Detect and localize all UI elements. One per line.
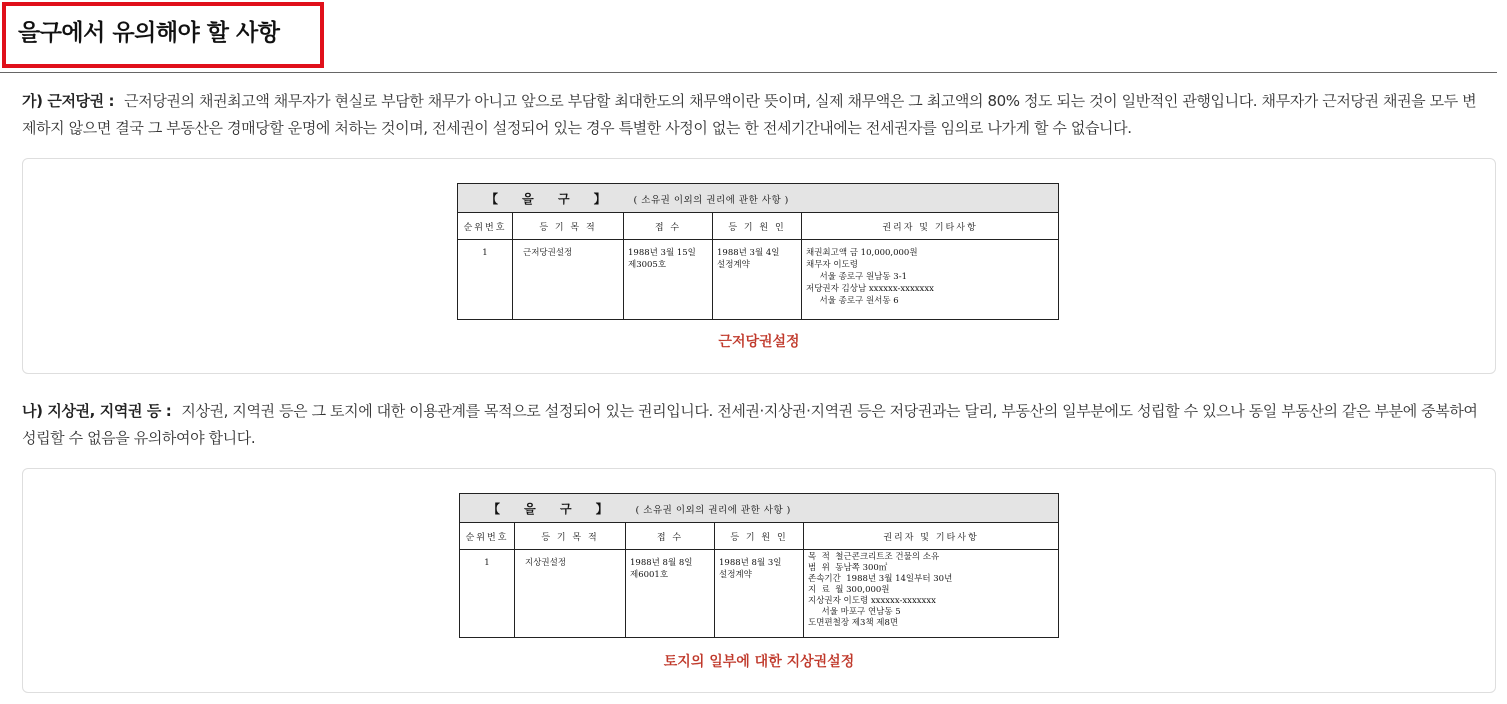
cell-details: 목 적 철근콘크리트조 건물의 소유 범 위 동남쪽 300㎡ 존속기간 1988년 3월 14일부터 30년 지 료 월 300,000원 지상권자 이도령 xxxxxx-xxxxxxx 서울 마포구 연남동 5 도면편철장 제3책 제8면 — [808, 552, 953, 628]
col-rank: 순위번호 — [458, 213, 513, 240]
cell-rank: 1 — [482, 248, 488, 258]
table-header-sub: ( 소유권 이외의 권리에 관한 사항 ) — [633, 194, 789, 206]
col-purpose: 등 기 목 적 — [515, 523, 626, 550]
table-header-main: 【 을 구 】 — [486, 191, 616, 206]
table-row — [458, 240, 1059, 320]
registry-table — [457, 183, 1059, 320]
table-header — [458, 184, 1059, 213]
cell-receipt: 1988년 3월 15일 제3005호 — [628, 248, 696, 270]
col-purpose: 등 기 목 적 — [513, 213, 624, 240]
col-details: 권리자 및 기타사항 — [802, 213, 1059, 240]
cell-purpose: 지상권설정 — [525, 558, 567, 568]
paragraph-lead: 가) 근저당권 : — [22, 92, 115, 110]
paragraph-lead: 나) 지상권, 지역권 등 : — [22, 402, 172, 420]
page-title: 을구에서 유의해야 할 사항 — [18, 20, 280, 46]
col-rank: 순위번호 — [460, 523, 515, 550]
paragraph-superficies — [22, 398, 1482, 452]
col-details: 권리자 및 기타사항 — [804, 523, 1059, 550]
table-header-main: 【 을 구 】 — [488, 501, 618, 516]
section-header — [0, 0, 1497, 73]
figure-card-superficies — [22, 468, 1496, 693]
col-cause: 등 기 원 인 — [715, 523, 804, 550]
cell-details: 채권최고액 금 10,000,000원 채무자 이도령 서울 종로구 원남동 3-1 저당권자 김상남 xxxxxx-xxxxxxx 서울 종로구 원서동 6 — [806, 248, 934, 306]
cell-purpose: 근저당권설정 — [523, 248, 573, 258]
cell-rank: 1 — [484, 558, 490, 568]
paragraph-text: 지상권, 지역권 등은 그 토지에 대한 이용관계를 목적으로 설정되어 있는 권리입니다. 전세권·지상권·지역권 등은 저당권과는 달리, 부동산의 일부분에도 성립할 수 있으나 동일 부동산의 같은 부분에 중복하여 성립할 수 없음을 유의하여야 합니다. — [22, 402, 1478, 447]
table-header-sub: ( 소유권 이외의 권리에 관한 사항 ) — [635, 504, 791, 516]
col-receipt: 접 수 — [624, 213, 713, 240]
table-header — [460, 494, 1059, 523]
paragraph-mortgage — [22, 88, 1482, 142]
cell-receipt: 1988년 8월 8일 제6001호 — [630, 558, 693, 580]
paragraph-text: 근저당권의 채권최고액 채무자가 현실로 부담한 채무가 아니고 앞으로 부담할 최대한도의 채무액이란 뜻이며, 실제 채무액은 그 최고액의 80% 정도 되는 것이 일반적인 관행입니다. 채무자가 근저당권 채권을 모두 변제하지 않으면 결국 그 부동산은 경매당할 운명에 처하는 것이며, 전세권이 설정되어 있는 경우 특별한 사정이 없는 한 전세기간내에는 전세권자를 임의로 나가게 할 수 없습니다. — [22, 92, 1477, 137]
col-receipt: 접 수 — [626, 523, 715, 550]
figure-caption: 토지의 일부에 대한 지상권설정 — [663, 654, 855, 670]
col-cause: 등 기 원 인 — [713, 213, 802, 240]
figure-caption: 근저당권설정 — [718, 334, 800, 350]
figure-card-mortgage — [22, 158, 1496, 374]
table-row — [460, 550, 1059, 638]
cell-cause: 1988년 8월 3일 설정계약 — [719, 558, 782, 580]
cell-cause: 1988년 3월 4일 설정계약 — [717, 248, 780, 270]
registry-table — [459, 493, 1059, 638]
